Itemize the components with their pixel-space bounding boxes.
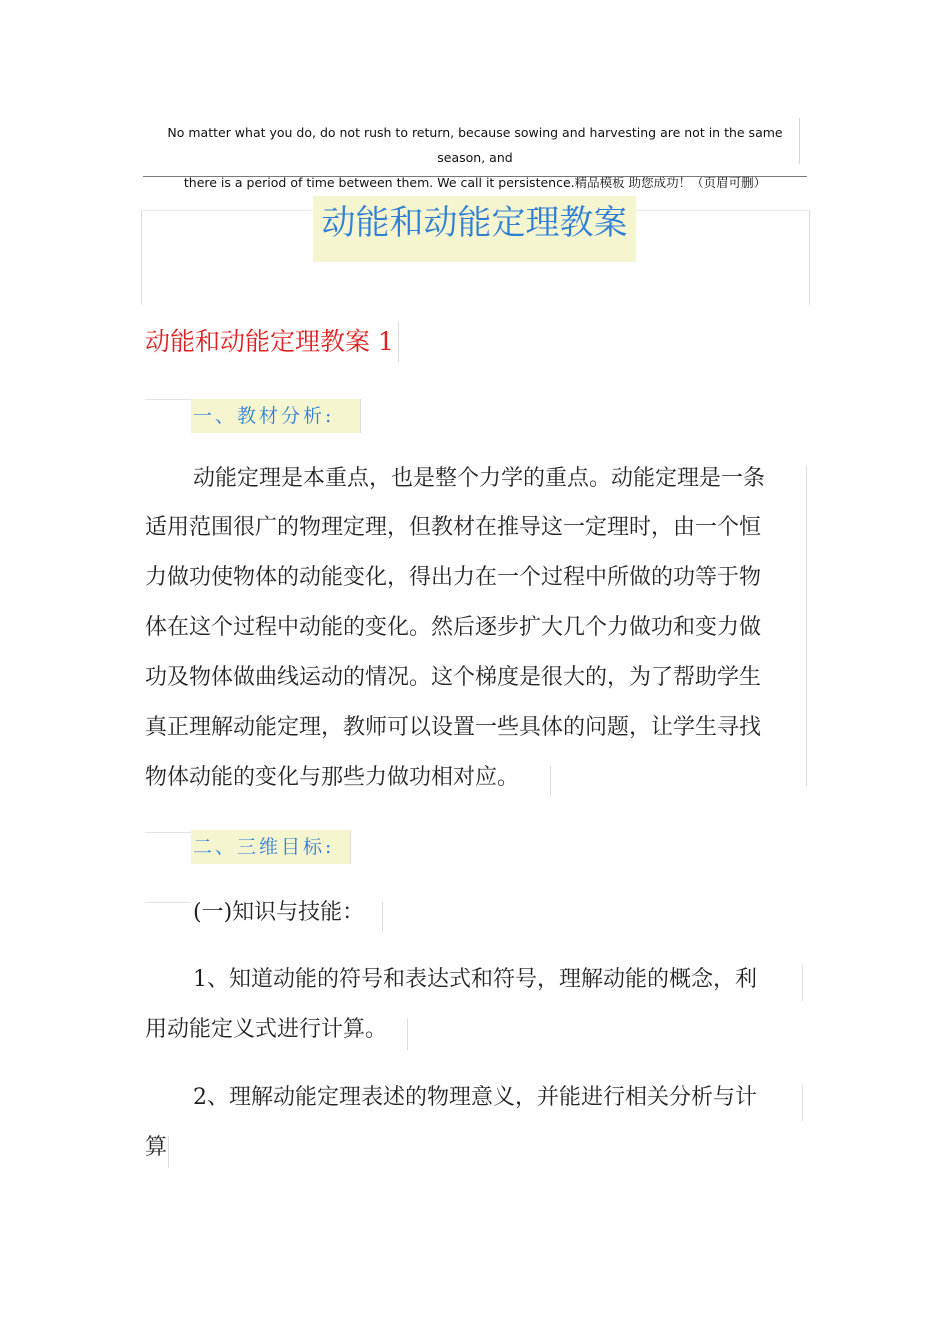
header-line-1: No matter what you do, do not rush to return, because sowing and harvesting are not in the same season, and [167,125,783,165]
paragraph-line: 真正理解动能定理，教师可以设置一些具体的问题，让学生寻找 [145,715,762,740]
header-divider [143,176,807,177]
header-line-2: there is a period of time between them. We call it persistence.精品模板 助您成功！（页眉可删） [183,175,767,190]
line-edge-mark [168,1136,169,1168]
line-edge-mark [802,965,803,1001]
header-edge-mark [799,118,800,164]
objective-item-2-line: 2、理解动能定理表述的物理意义，并能进行相关分析与计 [193,1085,757,1110]
objective-item-1-line: 用动能定义式进行计算。 [145,1017,388,1042]
objective-item-2-line: 算 [145,1135,168,1160]
line-edge-mark [550,766,551,796]
knowledge-heading: (一)知识与技能： [193,900,365,925]
section-heading-objectives: 二、三维目标: [191,830,351,864]
paragraph-line: 功及物体做曲线运动的情况。这个梯度是很大的，为了帮助学生 [145,665,762,690]
line-edge-mark [382,902,383,932]
objective-item-1-line: 1、知道动能的符号和表达式和符号，理解动能的概念，利 [193,967,757,992]
section-2-rule [145,832,191,833]
section-heading-analysis: 一、教材分析: [191,399,361,433]
document-title: 动能和动能定理教案 [313,196,636,262]
line-edge-mark [806,466,807,786]
section-1-rule [145,399,191,400]
paragraph-line: 体在这个过程中动能的变化。然后逐步扩大几个力做功和变力做 [145,615,762,640]
paragraph-line: 适用范围很广的物理定理，但教材在推导这一定理时，由一个恒 [145,515,762,540]
line-edge-mark [802,1085,803,1121]
page-header [143,120,807,195]
line-edge-mark [407,1018,408,1050]
knowledge-rule [145,902,191,903]
paragraph-line: 动能定理是本重点，也是整个力学的重点。动能定理是一条 [193,466,766,491]
paragraph-line: 物体动能的变化与那些力做功相对应。 [145,765,520,790]
paragraph-line: 力做功使物体的动能变化，得出力在一个过程中所做的功等于物 [145,565,762,590]
section-subtitle: 动能和动能定理教案 1 [145,322,399,362]
